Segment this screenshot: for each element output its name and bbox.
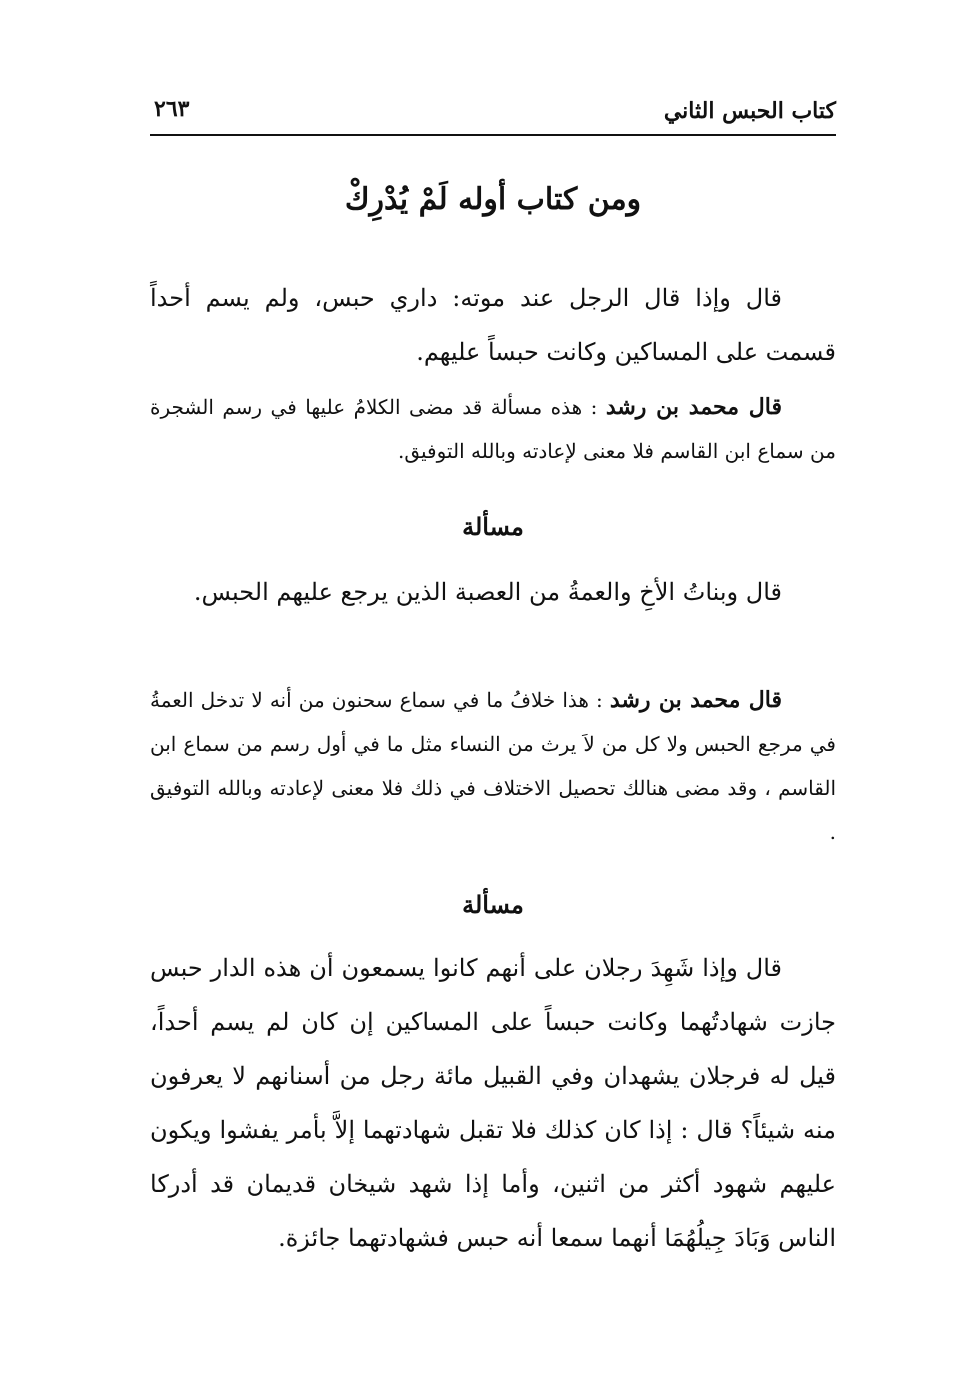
section-title-1: مسألة bbox=[462, 512, 524, 541]
paragraph-3: قال وإذا شَهِدَ رجلان على أنهم كانوا يسمعون أن هذه الدار حبس جازت شهادتُهما وكانت حبساً على المساكين إن كان لم يسم أحداً، قيل له فرجلان يشهدان وفي القبيل مائة رجل من أسنانهم لا يعرفون منه شيئاً؟ قال : إذا كان كذلك فلا تقبل شهادتهما إلاَّ بأمر يفشوا ويكون عليهم شهود أكثر من اثنين، وأما إذا شهد شيخان قديمان قد أدركا الناس وَبَادَ جِيلُهُمَا أنهما سمعا أنه حبس فشهادتهما جائزة. bbox=[150, 954, 836, 1252]
paragraph-2: قال وبناتُ الأخِ والعمةُ من العصبة الذين يرجع عليهم الحبس. bbox=[193, 578, 782, 606]
running-book-title: كتاب الحبس الثاني bbox=[663, 98, 836, 124]
page-number: ٢٦٣ bbox=[154, 96, 190, 122]
commentary-1-speaker: قال محمد بن رشد bbox=[605, 394, 782, 420]
commentary-1 bbox=[150, 385, 836, 473]
commentary-2-speaker: قال محمد بن رشد bbox=[609, 687, 782, 713]
commentary-2-text: : هذا خلافُ ما في سماع سحنون من أنه لا تدخل العمةُ في مرجع الحبس ولا كل من لاَ يرث من النساء مثل ما في أول رسم من سماع ابن القاسم ، وقد مضى هنالك تحصيل الاختلاف في ذلك فلا معنى لإعادته وبالله التوفيق . bbox=[150, 688, 836, 844]
commentary-1-text: : هذه مسألة قد مضى الكلامُ عليها في رسم الشجرة من سماع ابن القاسم فلا معنى لإعادته وبالله التوفيق. bbox=[150, 395, 836, 463]
running-header bbox=[150, 92, 836, 136]
chapter-title: ومن كتاب أوله لَمْ يُدْرِكْ bbox=[344, 182, 642, 217]
paragraph-1: قال وإذا قال الرجل عند موته: داري حبس، ولم يسم أحداً قسمت على المساكين وكانت حبساً عليهم. bbox=[150, 284, 836, 366]
section-title-2: مسألة bbox=[462, 890, 524, 919]
commentary-2 bbox=[150, 678, 836, 854]
